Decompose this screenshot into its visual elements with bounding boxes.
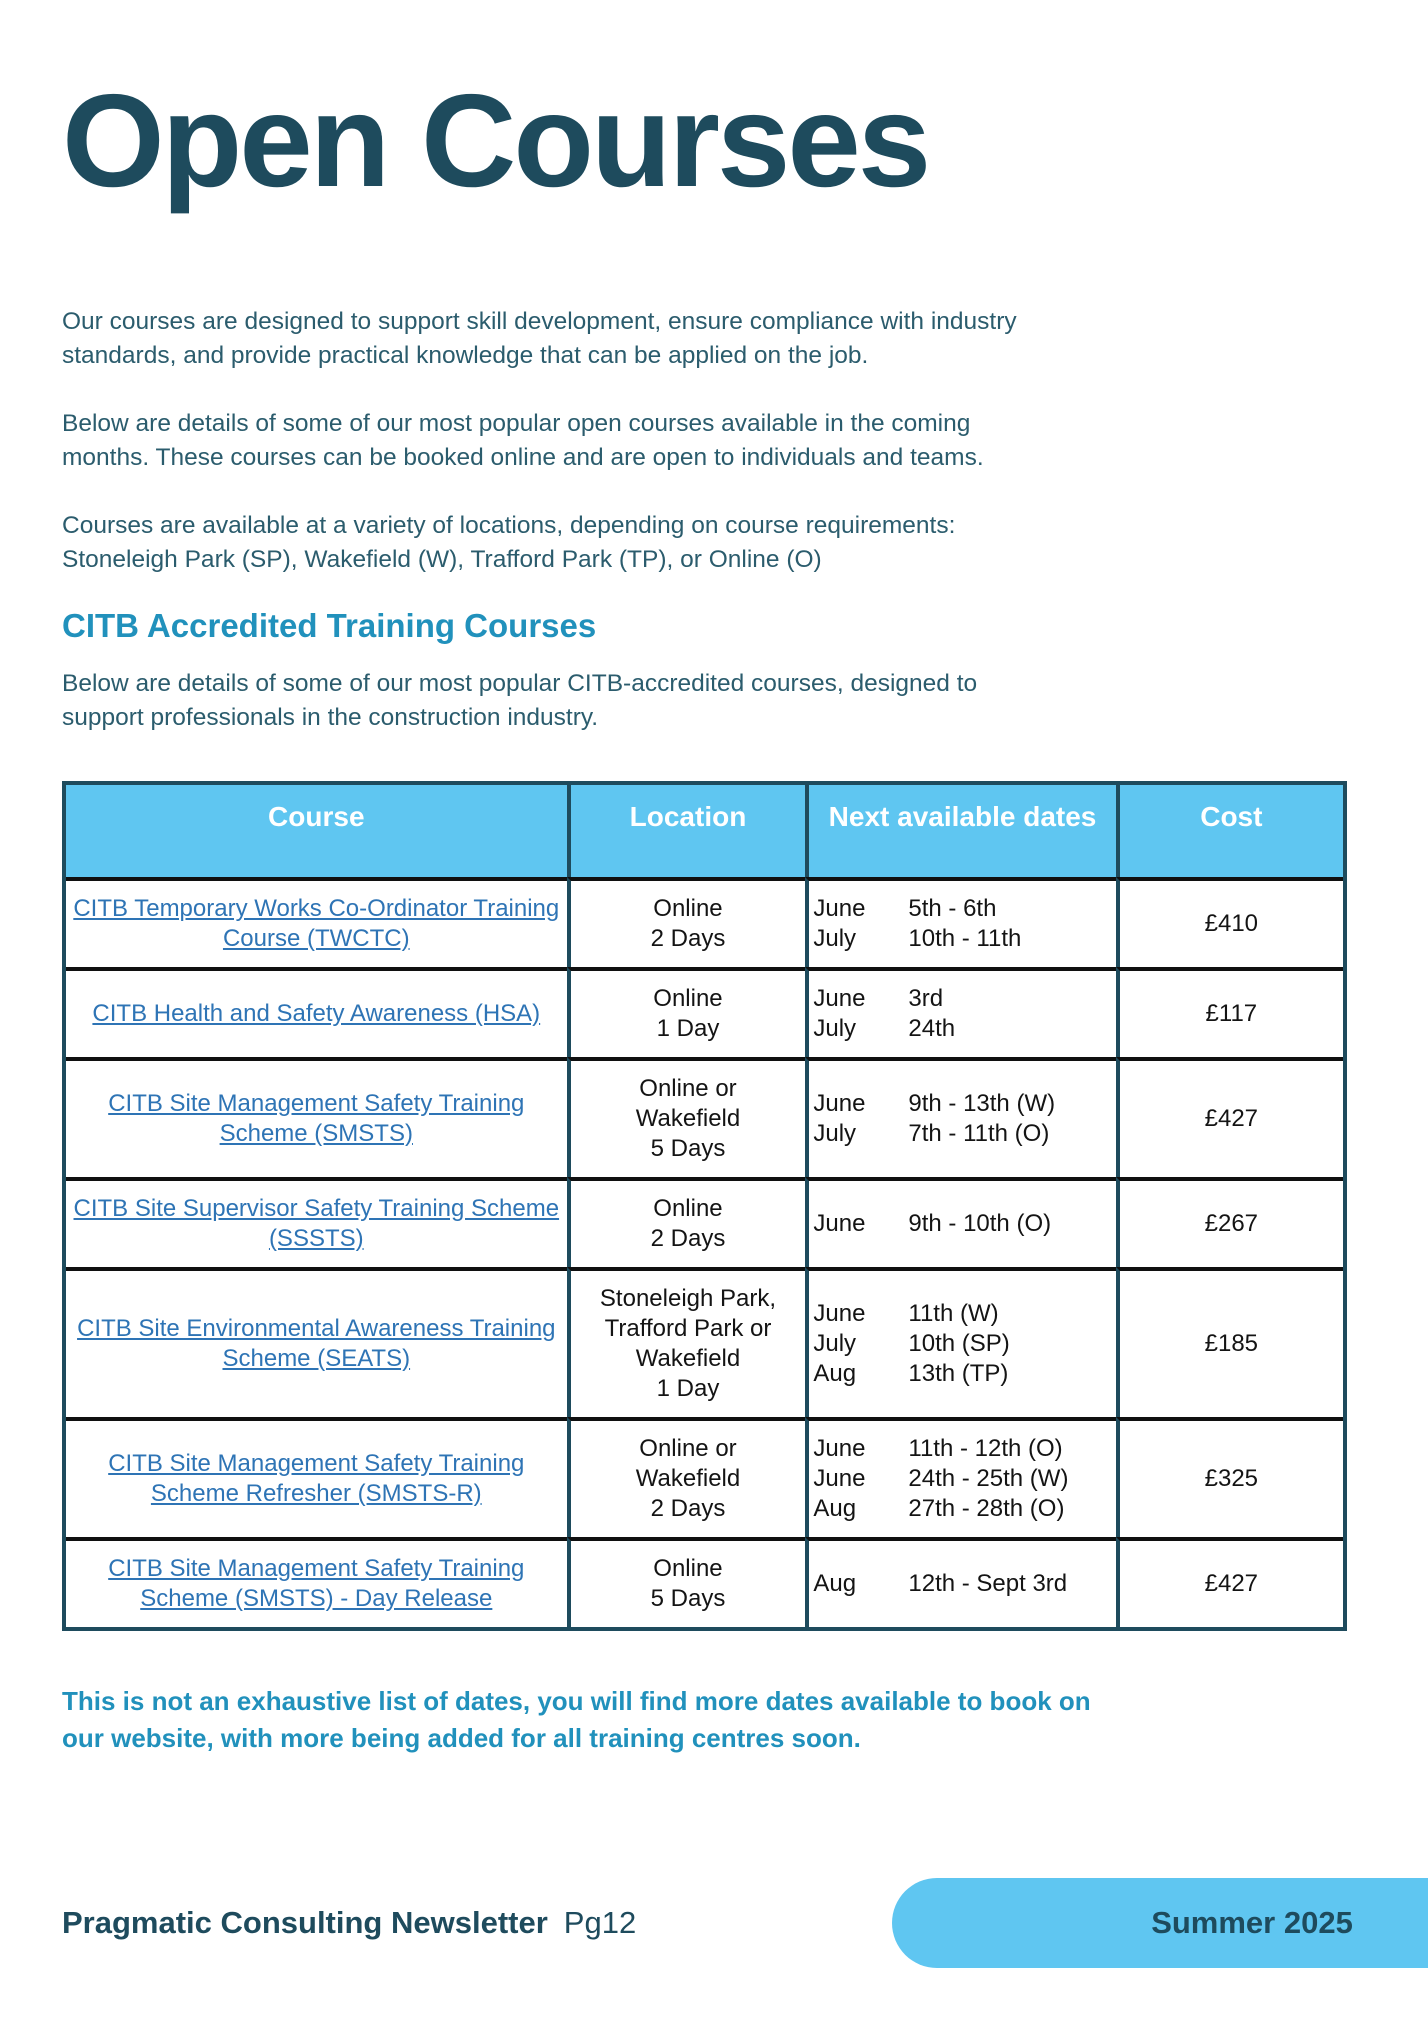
- date-month: June: [813, 1089, 866, 1117]
- location-cell: [567, 1057, 806, 1177]
- availability-note: This is not an exhaustive list of dates, you will find more dates available to book on our website, with more being added for all training centres soon.: [62, 1685, 1091, 1753]
- intro-paragraph-3: Courses are available at a variety of locations, depending on course requirements: Stoneleigh Park (SP), Wakefield (W), Trafford Park (TP), or Online (O): [62, 511, 956, 573]
- date-month: June: [813, 1209, 866, 1237]
- section-description: Below are details of some of our most popular CITB-accredited courses, designed to support professionals in the construction industry.: [62, 669, 978, 731]
- course-link[interactable]: CITB Site Management Safety Training Scheme Refresher (SMSTS-R): [108, 1449, 525, 1507]
- location-line: Online or: [639, 1074, 737, 1102]
- intro-paragraph-2: Below are details of some of our most popular open courses available in the coming months. These courses can be booked online and are open to individuals and teams.: [62, 409, 984, 471]
- date-line: [813, 1434, 1111, 1464]
- location-cell: [567, 1177, 806, 1267]
- dates-cell: [805, 877, 1115, 967]
- date-line: [813, 1089, 1111, 1119]
- date-detail: 9th - 13th (W): [908, 1089, 1056, 1117]
- section-heading: CITB Accredited Training Courses: [62, 606, 597, 644]
- course-link[interactable]: CITB Site Environmental Awareness Training Scheme (SEATS): [77, 1314, 556, 1372]
- course-link[interactable]: CITB Temporary Works Co-Ordinator Training Course (TWCTC): [73, 894, 560, 952]
- date-detail: 9th - 10th (O): [908, 1209, 1052, 1237]
- date-month: July: [813, 1329, 857, 1357]
- intro-paragraph-1: Our courses are designed to support skill development, ensure compliance with industry standards, and provide practical knowledge that can be applied on the job.: [62, 307, 1017, 369]
- dates-cell: [805, 1057, 1115, 1177]
- date-detail: 11th - 12th (O): [908, 1434, 1063, 1462]
- course-table-body: [66, 877, 1343, 1627]
- table-row: [66, 877, 1343, 967]
- course-link[interactable]: CITB Site Management Safety Training Scheme (SMSTS): [108, 1089, 525, 1147]
- location-line: 2 Days: [650, 1224, 726, 1252]
- header-location: Location: [567, 785, 806, 877]
- date-month: Aug: [813, 1359, 857, 1387]
- location-line: Online: [653, 894, 723, 922]
- date-line: [813, 1014, 1111, 1044]
- cost-cell: £325: [1116, 1417, 1343, 1537]
- dates-cell: [805, 1537, 1115, 1627]
- date-line: [813, 1464, 1111, 1494]
- date-detail: 27th - 28th (O): [908, 1494, 1065, 1522]
- location-line: 1 Day: [656, 1014, 720, 1042]
- header-cost: Cost: [1116, 785, 1343, 877]
- location-line: 2 Days: [650, 1494, 726, 1522]
- table-row: [66, 1417, 1343, 1537]
- date-detail: 10th - 11th: [908, 924, 1022, 952]
- date-month: July: [813, 1119, 857, 1147]
- cost-cell: £267: [1116, 1177, 1343, 1267]
- dates-cell: [805, 1267, 1115, 1417]
- table-row: [66, 1057, 1343, 1177]
- location-line: 1 Day: [656, 1374, 720, 1402]
- date-detail: 24th: [908, 1014, 956, 1042]
- date-line: [813, 894, 1111, 924]
- course-link[interactable]: CITB Health and Safety Awareness (HSA): [92, 999, 541, 1027]
- course-cell: [66, 877, 567, 967]
- date-line: [813, 1209, 1111, 1239]
- date-month: June: [813, 1299, 866, 1327]
- location-cell: [567, 1267, 806, 1417]
- cost-cell: £410: [1116, 877, 1343, 967]
- date-detail: 13th (TP): [908, 1359, 1009, 1387]
- courses-table: [66, 785, 1343, 1627]
- date-line: [813, 924, 1111, 954]
- course-cell: [66, 1417, 567, 1537]
- date-month: Aug: [813, 1569, 857, 1597]
- date-month: June: [813, 1464, 866, 1492]
- date-detail: 10th (SP): [908, 1329, 1010, 1357]
- course-link[interactable]: CITB Site Supervisor Safety Training Scheme (SSSTS): [73, 1194, 560, 1252]
- course-cell: [66, 1537, 567, 1627]
- date-detail: 7th - 11th (O): [908, 1119, 1050, 1147]
- location-cell: [567, 1537, 806, 1627]
- dates-cell: [805, 1417, 1115, 1537]
- cost-cell: £427: [1116, 1537, 1343, 1627]
- location-line: 2 Days: [650, 924, 726, 952]
- date-detail: 11th (W): [908, 1299, 999, 1327]
- date-line: [813, 1119, 1111, 1149]
- date-month: June: [813, 894, 866, 922]
- newsletter-title: Pragmatic Consulting Newsletter: [62, 1905, 548, 1940]
- table-row: [66, 1267, 1343, 1417]
- location-line: Online: [653, 1194, 723, 1222]
- page-footer: [0, 1878, 1428, 1968]
- date-line: [813, 984, 1111, 1014]
- footer-left: [62, 1878, 636, 1968]
- dates-cell: [805, 967, 1115, 1057]
- location-line: Online: [653, 1554, 723, 1582]
- location-line: Online or: [639, 1434, 737, 1462]
- date-line: [813, 1494, 1111, 1524]
- date-line: [813, 1359, 1111, 1389]
- location-line: Wakefield: [635, 1344, 741, 1372]
- date-month: July: [813, 924, 857, 952]
- header-next-available-dates: Next available dates: [805, 785, 1115, 877]
- courses-table-container: [62, 781, 1347, 1631]
- page-number: Pg12: [563, 1905, 637, 1940]
- page-title: Open Courses: [62, 67, 929, 214]
- location-line: Stoneleigh Park,: [599, 1284, 777, 1312]
- date-line: [813, 1569, 1111, 1599]
- table-row: [66, 1177, 1343, 1267]
- location-line: 5 Days: [650, 1584, 726, 1612]
- date-month: June: [813, 1434, 866, 1462]
- date-detail: 3rd: [908, 984, 944, 1012]
- date-month: Aug: [813, 1494, 857, 1522]
- table-row: [66, 1537, 1343, 1627]
- table-header-row: [66, 785, 1343, 877]
- location-line: Online: [653, 984, 723, 1012]
- date-line: [813, 1329, 1111, 1359]
- cost-cell: £117: [1116, 967, 1343, 1057]
- cost-cell: £427: [1116, 1057, 1343, 1177]
- dates-cell: [805, 1177, 1115, 1267]
- date-detail: 12th - Sept 3rd: [908, 1569, 1068, 1597]
- location-cell: [567, 967, 806, 1057]
- date-month: June: [813, 984, 866, 1012]
- date-month: July: [813, 1014, 857, 1042]
- location-line: Wakefield: [635, 1104, 741, 1132]
- course-cell: [66, 1057, 567, 1177]
- date-line: [813, 1299, 1111, 1329]
- date-detail: 5th - 6th: [908, 894, 997, 922]
- course-link[interactable]: CITB Site Management Safety Training Scheme (SMSTS) - Day Release: [108, 1554, 525, 1612]
- location-line: 5 Days: [650, 1134, 726, 1162]
- summer-badge: Summer 2025: [892, 1878, 1428, 1968]
- table-row: [66, 967, 1343, 1057]
- date-detail: 24th - 25th (W): [908, 1464, 1069, 1492]
- location-line: Wakefield: [635, 1464, 741, 1492]
- location-line: Trafford Park or: [604, 1314, 772, 1342]
- header-course: Course: [66, 785, 567, 877]
- course-cell: [66, 1267, 567, 1417]
- course-cell: [66, 1177, 567, 1267]
- course-cell: [66, 967, 567, 1057]
- cost-cell: £185: [1116, 1267, 1343, 1417]
- location-cell: [567, 877, 806, 967]
- location-cell: [567, 1417, 806, 1537]
